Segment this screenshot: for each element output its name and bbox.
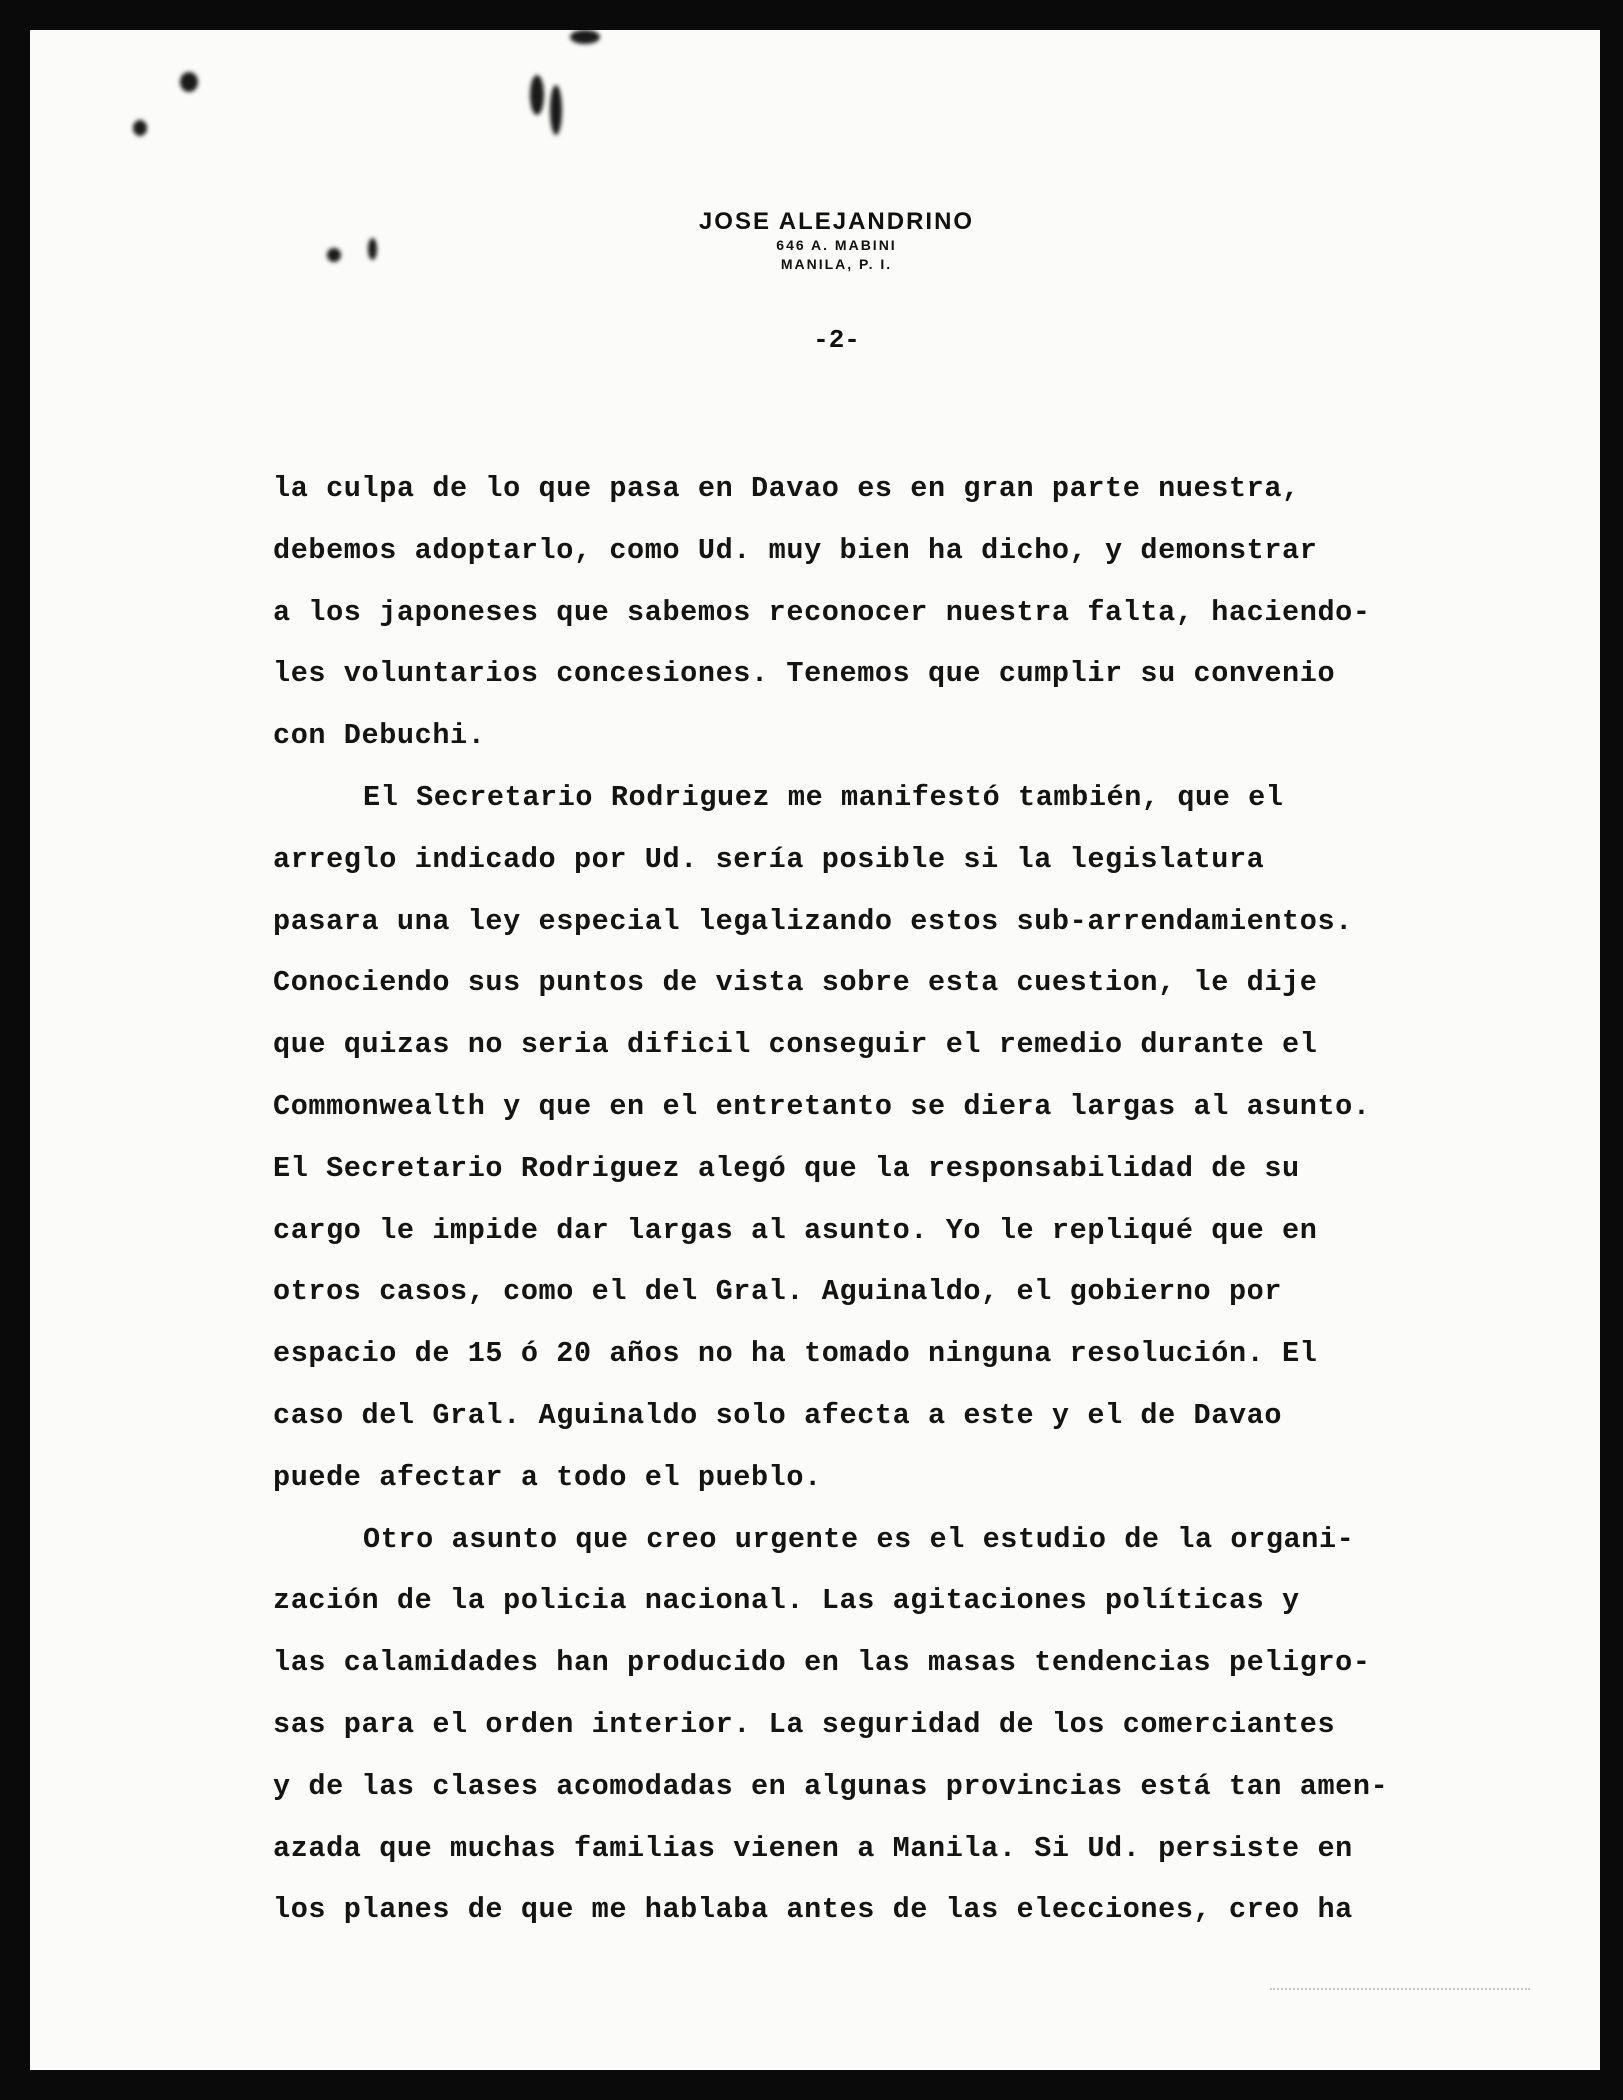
letter-body [273, 458, 1463, 1941]
ink-smudge [530, 75, 544, 115]
body-line: puede afectar a todo el pueblo. [273, 1460, 822, 1494]
body-line: con Debuchi. [273, 719, 486, 753]
body-line: sas para el orden interior. La seguridad de los comerciantes [273, 1707, 1336, 1741]
body-line: espacio de 15 ó 20 años no ha tomado ninguna resolución. El [273, 1337, 1318, 1371]
body-line: a los japoneses que sabemos reconocer nuestra falta, haciendo- [273, 595, 1371, 629]
ink-smudge [180, 72, 198, 92]
body-line: los planes de que me hablaba antes de las elecciones, creo ha [273, 1893, 1353, 1927]
body-line: y de las clases acomodadas en algunas provincias está tan amen- [273, 1769, 1389, 1803]
body-line: pasara una ley especial legalizando estos sub-arrendamientos. [273, 904, 1353, 938]
body-line: debemos adoptarlo, como Ud. muy bien ha dicho, y demonstrar [273, 533, 1318, 567]
body-line: otros casos, como el del Gral. Aguinaldo, el gobierno por [273, 1275, 1283, 1309]
page-bottom-mark [1270, 1988, 1530, 1990]
ink-smudge [570, 30, 600, 44]
page-number: -2- [813, 325, 860, 355]
letter-page [30, 30, 1600, 2070]
body-line: El Secretario Rodriguez alegó que la responsabilidad de su [273, 1151, 1300, 1185]
ink-smudge [133, 120, 147, 136]
body-line: zación de la policia nacional. Las agitaciones políticas y [273, 1584, 1300, 1618]
body-line: la culpa de lo que pasa en Davao es en gran parte nuestra, [273, 472, 1300, 505]
body-line: azada que muchas familias vienen a Manila. Si Ud. persiste en [273, 1831, 1353, 1865]
body-line: cargo le impide dar largas al asunto. Yo le repliqué que en [273, 1213, 1318, 1247]
letterhead-city: MANILA, P. I. [780, 256, 893, 272]
body-line: les voluntarios concesiones. Tenemos que cumplir su convenio [273, 657, 1336, 691]
letterhead [30, 208, 1600, 274]
body-line: Otro asunto que creo urgente es el estudio de la organi- [363, 1522, 1355, 1556]
body-line: arreglo indicado por Ud. sería posible si la legislatura [273, 842, 1265, 876]
body-line: Commonwealth y que en el entretanto se diera largas al asunto. [273, 1089, 1371, 1123]
body-line: las calamidades han producido en las masas tendencias peligro- [273, 1646, 1371, 1680]
body-line: El Secretario Rodriguez me manifestó también, que el [363, 780, 1284, 814]
body-line: caso del Gral. Aguinaldo solo afecta a este y el de Davao [273, 1398, 1283, 1432]
body-line: Conociendo sus puntos de vista sobre esta cuestion, le dije [273, 966, 1318, 1000]
body-line: que quizas no seria dificil conseguir el remedio durante el [273, 1028, 1318, 1062]
letterhead-name: JOSE ALEJANDRINO [698, 208, 975, 235]
ink-smudge [550, 85, 562, 135]
letterhead-address: 646 A. MABINI [776, 237, 897, 253]
